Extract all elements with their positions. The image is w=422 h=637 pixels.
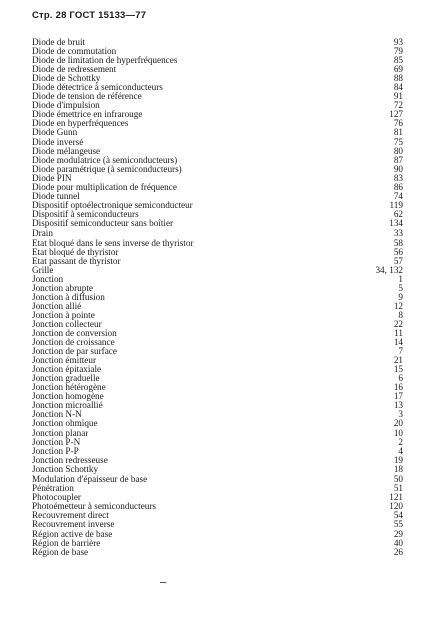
index-entry: [32, 239, 403, 248]
index-entry: [32, 248, 403, 257]
index-entry: [32, 456, 403, 465]
entry-page-number: 90: [393, 163, 403, 174]
footer-mark: [160, 582, 166, 583]
index-entry: [32, 401, 403, 410]
entry-term: Diode de tension de référence: [32, 92, 142, 102]
index-entry: [32, 419, 403, 428]
entry-page-number: 3: [398, 409, 403, 420]
entry-term: Jonction ohmique: [32, 419, 98, 429]
index-entry: [32, 293, 403, 302]
index-entry: [32, 311, 403, 320]
index-entry: [32, 302, 403, 311]
entry-term: Diode inversé: [32, 137, 84, 147]
entry-term: Diode de commutation: [32, 47, 117, 57]
entry-page-number: 85: [393, 55, 403, 66]
entry-term: Diode détectrice à semiconducteurs: [32, 83, 163, 93]
entry-term: Diode PIN: [32, 173, 72, 183]
entry-page-number: 58: [393, 237, 403, 248]
entry-page-number: 7: [398, 346, 403, 357]
entry-term: Jonction P-P: [32, 446, 79, 456]
entry-page-number: 29: [393, 528, 403, 539]
entry-term: Dispositif optoélectronique semiconducteur: [32, 200, 193, 210]
entry-page-number: 34, 132: [375, 264, 403, 275]
entry-page-number: 83: [393, 172, 403, 183]
index-entry: [32, 383, 403, 392]
entry-term: Diode émettrice en infrarouge: [32, 110, 143, 120]
entry-page-number: 76: [393, 118, 403, 129]
index-entry: [32, 119, 403, 128]
entry-term: Diode modulatrice (à semiconducteurs): [32, 155, 178, 165]
entry-page-number: 20: [393, 418, 403, 429]
index-entry: [32, 147, 403, 156]
index-entry: [32, 110, 403, 119]
entry-page-number: 22: [393, 318, 403, 329]
entry-page-number: 72: [393, 100, 403, 111]
entry-term: Jonction hétérogène: [32, 383, 106, 393]
index-entry: [32, 539, 403, 548]
index-entry: [32, 138, 403, 147]
index-entry: [32, 47, 403, 56]
entry-term: Jonction à pointe: [32, 310, 95, 320]
entry-term: Etat bloqué de thyristor: [32, 247, 119, 257]
entry-term: Etat passant de thyristor: [32, 256, 121, 266]
entry-page-number: 9: [398, 291, 403, 302]
entry-page-number: 12: [393, 300, 403, 311]
entry-page-number: 17: [393, 391, 403, 402]
index-entry: [32, 38, 403, 47]
entry-page-number: 2: [398, 436, 403, 447]
index-entry: [32, 257, 403, 266]
entry-term: Région de barrière: [32, 538, 101, 548]
entry-page-number: 14: [393, 337, 403, 348]
index-entry: [32, 201, 403, 210]
entry-term: Photocoupler: [32, 493, 81, 503]
entry-page-number: 69: [393, 64, 403, 75]
entry-term: Diode Gunn: [32, 128, 78, 138]
index-entry: [32, 165, 403, 174]
index-entry: [32, 210, 403, 219]
entry-page-number: 80: [393, 145, 403, 156]
entry-term: Recouvrement inverse: [32, 520, 115, 530]
index-entry: [32, 320, 403, 329]
entry-page-number: 121: [389, 492, 403, 503]
index-entry: [32, 83, 403, 92]
index-entry: [32, 284, 403, 293]
entry-term: Jonction abrupte: [32, 283, 93, 293]
index-entry: [32, 484, 403, 493]
index-entry: [32, 266, 403, 275]
entry-page-number: 56: [393, 246, 403, 257]
index-entry: [32, 56, 403, 65]
entry-page-number: 50: [393, 474, 403, 485]
entry-page-number: 81: [393, 127, 403, 138]
entry-term: Etat bloqué dans le sens inverse de thyristor: [32, 238, 194, 248]
entry-page-number: 86: [393, 181, 403, 192]
entry-term: Jonction Schottky: [32, 464, 99, 474]
index-entry: [32, 447, 403, 456]
entry-page-number: 40: [393, 537, 403, 548]
entry-page-number: 54: [393, 510, 403, 521]
index-entry: [32, 174, 403, 183]
index-entry: [32, 530, 403, 539]
entry-term: Diode pour multiplication de fréquence: [32, 182, 177, 192]
entry-page-number: 26: [393, 546, 403, 557]
entry-page-number: 57: [393, 255, 403, 266]
entry-page-number: 119: [389, 199, 403, 210]
entry-term: Pénétration: [32, 484, 74, 494]
entry-page-number: 10: [393, 427, 403, 438]
index-entry: [32, 438, 403, 447]
entry-page-number: 79: [393, 46, 403, 57]
entry-page-number: 84: [393, 82, 403, 93]
index-entry: [32, 410, 403, 419]
entry-page-number: 19: [393, 454, 403, 465]
entry-page-number: 51: [393, 483, 403, 494]
entry-term: Modulation d'épaisseur de base: [32, 475, 148, 485]
entry-term: Diode d'impulsion: [32, 101, 100, 111]
entry-page-number: 11: [394, 328, 403, 338]
entry-term: Grille: [32, 265, 54, 275]
index-entry: [32, 365, 403, 374]
entry-term: Jonction planar: [32, 428, 89, 438]
entry-page-number: 88: [393, 73, 403, 84]
index-entry: [32, 392, 403, 401]
page-header: Стр. 28 ГОСТ 15133—77: [32, 10, 147, 21]
index-entry: [32, 493, 403, 502]
index-entry: [32, 548, 403, 557]
index-entry: [32, 183, 403, 192]
index-list: [32, 38, 403, 557]
index-entry: [32, 156, 403, 165]
entry-term: Jonction P-N: [32, 437, 81, 447]
entry-term: Diode de redressement: [32, 65, 117, 75]
entry-term: Jonction allié: [32, 301, 82, 311]
index-entry: [32, 65, 403, 74]
entry-term: Photoémetteur à semiconducteurs: [32, 502, 156, 512]
entry-page-number: 74: [393, 190, 403, 201]
entry-page-number: 55: [393, 519, 403, 530]
entry-page-number: 62: [393, 208, 403, 219]
entry-page-number: 13: [393, 400, 403, 411]
index-entry: [32, 92, 403, 101]
entry-page-number: 5: [398, 282, 403, 293]
entry-term: Jonction collecteur: [32, 319, 102, 329]
entry-term: Région de base: [32, 547, 89, 557]
entry-term: Jonction à diffusion: [32, 292, 105, 302]
entry-term: Diode paramétrique (à semiconducteurs): [32, 164, 182, 174]
entry-term: Drain: [32, 229, 53, 239]
entry-term: Jonction N-N: [32, 410, 82, 420]
index-entry: [32, 128, 403, 137]
entry-page-number: 18: [393, 463, 403, 474]
index-entry: [32, 429, 403, 438]
entry-term: Région active de base: [32, 529, 113, 539]
index-entry: [32, 338, 403, 347]
index-entry: [32, 101, 403, 110]
entry-page-number: 6: [398, 373, 403, 384]
entry-term: Diode de bruit: [32, 38, 86, 47]
entry-page-number: 4: [398, 445, 403, 456]
entry-term: Jonction émitteur: [32, 356, 97, 366]
index-entry: [32, 356, 403, 365]
index-entry: [32, 502, 403, 511]
entry-term: Jonction redresseuse: [32, 455, 108, 465]
entry-term: Jonction: [32, 274, 64, 284]
entry-term: Jonction de conversion: [32, 329, 117, 338]
entry-term: Jonction de par surface: [32, 347, 117, 357]
index-entry: [32, 374, 403, 383]
index-entry: [32, 219, 403, 228]
entry-term: Dispositif à semiconducteurs: [32, 209, 139, 219]
index-entry: [32, 74, 403, 83]
entry-term: Jonction graduelle: [32, 374, 100, 384]
entry-term: Dispositif semiconducteur sans boîtier: [32, 218, 174, 228]
entry-page-number: 15: [393, 364, 403, 375]
entry-term: Diode tunnel: [32, 191, 80, 201]
entry-page-number: 93: [393, 37, 403, 47]
index-entry: [32, 329, 403, 338]
entry-term: Diode mélangeuse: [32, 146, 101, 156]
index-entry: [32, 229, 403, 238]
entry-term: Jonction épitaxiale: [32, 365, 102, 375]
entry-page-number: 134: [389, 217, 403, 228]
entry-page-number: 120: [389, 501, 403, 512]
index-entry: [32, 475, 403, 484]
entry-term: Jonction de croissance: [32, 338, 115, 348]
entry-page-number: 87: [393, 154, 403, 165]
entry-page-number: 1: [398, 273, 403, 284]
entry-page-number: 33: [393, 228, 403, 239]
entry-term: Diode de Schottky: [32, 74, 101, 84]
entry-term: Jonction microallié: [32, 401, 103, 411]
index-entry: [32, 192, 403, 201]
entry-term: Recouvrement direct: [32, 511, 109, 521]
entry-page-number: 21: [393, 355, 403, 366]
entry-page-number: 75: [393, 136, 403, 147]
entry-page-number: 127: [389, 109, 403, 120]
index-entry: [32, 520, 403, 529]
index-entry: [32, 511, 403, 520]
entry-page-number: 91: [393, 91, 403, 102]
entry-term: Diode de limitation de hyperfréquences: [32, 56, 178, 66]
entry-page-number: 16: [393, 382, 403, 393]
index-entry: [32, 275, 403, 284]
entry-page-number: 8: [398, 309, 403, 320]
index-entry: [32, 465, 403, 474]
index-entry: [32, 347, 403, 356]
entry-term: Diode en hyperfréquences: [32, 119, 129, 129]
entry-term: Jonction homogène: [32, 392, 104, 402]
